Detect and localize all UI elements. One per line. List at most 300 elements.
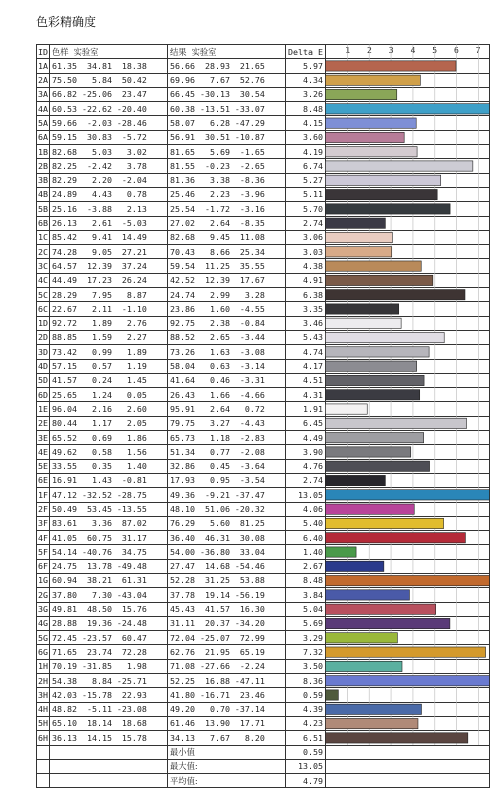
row-delta: 4.38 <box>286 259 326 273</box>
row-sample-lab: 80.44 1.17 2.05 <box>50 416 168 430</box>
row-delta: 8.36 <box>286 674 326 688</box>
row-sample-lab: 28.88 19.36 -24.48 <box>50 616 168 630</box>
row-sample-lab: 71.65 23.74 72.28 <box>50 645 168 659</box>
row-result-lab: 31.11 20.37 -34.20 <box>168 616 286 630</box>
row-id: 1B <box>37 145 50 159</box>
row-sample-lab: 65.10 18.14 18.68 <box>50 716 168 730</box>
row-result-lab: 65.73 1.18 -2.83 <box>168 431 286 445</box>
footer-blank <box>37 759 50 773</box>
row-result-lab: 56.66 28.93 21.65 <box>168 59 286 73</box>
row-sample-lab: 48.82 -5.11 -23.08 <box>50 702 168 716</box>
row-id: 5D <box>37 373 50 387</box>
row-id: 6F <box>37 559 50 573</box>
row-result-lab: 70.43 8.66 25.34 <box>168 245 286 259</box>
row-bar-cell <box>325 445 489 459</box>
row-delta: 5.43 <box>286 330 326 344</box>
table-row <box>37 688 490 702</box>
row-bar-cell <box>325 645 489 659</box>
table-row <box>37 602 490 616</box>
row-result-lab: 58.07 6.28 -47.29 <box>168 116 286 130</box>
row-bar-cell <box>325 416 489 430</box>
table-row <box>37 645 490 659</box>
row-id: 6E <box>37 473 50 487</box>
row-bar-cell <box>325 102 489 116</box>
table-row <box>37 330 490 344</box>
row-delta: 3.35 <box>286 302 326 316</box>
row-delta: 1.91 <box>286 402 326 416</box>
row-sample-lab: 75.50 5.84 50.42 <box>50 73 168 87</box>
row-id: 3D <box>37 345 50 359</box>
row-result-lab: 88.52 2.65 -3.44 <box>168 330 286 344</box>
footer-value: 0.59 <box>286 745 326 759</box>
row-id: 4A <box>37 102 50 116</box>
row-bar-cell <box>325 573 489 587</box>
row-id: 4E <box>37 445 50 459</box>
row-id: 5E <box>37 459 50 473</box>
row-result-lab: 61.46 13.90 17.71 <box>168 716 286 730</box>
row-delta: 0.59 <box>286 688 326 702</box>
table-row <box>37 359 490 373</box>
row-bar-cell <box>325 559 489 573</box>
table-row <box>37 445 490 459</box>
row-id: 1A <box>37 59 50 73</box>
row-sample-lab: 36.13 14.15 15.78 <box>50 731 168 745</box>
row-sample-lab: 24.89 4.43 0.78 <box>50 187 168 201</box>
row-result-lab: 71.08 -27.66 -2.24 <box>168 659 286 673</box>
row-sample-lab: 65.52 0.69 1.86 <box>50 431 168 445</box>
table-row <box>37 87 490 101</box>
table-row <box>37 502 490 516</box>
row-sample-lab: 82.25 -2.42 3.78 <box>50 159 168 173</box>
row-delta: 4.15 <box>286 116 326 130</box>
row-delta: 4.06 <box>286 502 326 516</box>
row-bar-cell <box>325 402 489 416</box>
row-result-lab: 36.40 46.31 30.08 <box>168 531 286 545</box>
row-sample-lab: 72.45 -23.57 60.47 <box>50 631 168 645</box>
row-result-lab: 69.96 7.67 52.76 <box>168 73 286 87</box>
header-row <box>37 45 490 59</box>
row-bar-cell <box>325 431 489 445</box>
row-bar-cell <box>325 731 489 745</box>
table-row <box>37 559 490 573</box>
row-bar-cell <box>325 187 489 201</box>
row-id: 1G <box>37 573 50 587</box>
row-result-lab: 52.25 16.88 -47.11 <box>168 674 286 688</box>
table-row <box>37 230 490 244</box>
row-result-lab: 81.65 5.69 -1.65 <box>168 145 286 159</box>
row-bar-cell <box>325 473 489 487</box>
row-sample-lab: 16.91 1.43 -0.81 <box>50 473 168 487</box>
row-delta: 4.31 <box>286 388 326 402</box>
row-sample-lab: 60.53 -22.62 -20.40 <box>50 102 168 116</box>
row-result-lab: 59.54 11.25 35.55 <box>168 259 286 273</box>
row-sample-lab: 82.68 5.03 3.02 <box>50 145 168 159</box>
table-row <box>37 130 490 144</box>
row-result-lab: 27.02 2.64 -8.35 <box>168 216 286 230</box>
footer-row <box>37 774 490 788</box>
table-row <box>37 273 490 287</box>
row-id: 4B <box>37 187 50 201</box>
row-id: 2F <box>37 502 50 516</box>
row-id: 1D <box>37 316 50 330</box>
row-bar-cell <box>325 130 489 144</box>
row-sample-lab: 28.29 7.95 8.87 <box>50 288 168 302</box>
row-bar-cell <box>325 459 489 473</box>
table-row <box>37 416 490 430</box>
row-delta: 3.46 <box>286 316 326 330</box>
row-delta: 3.60 <box>286 130 326 144</box>
row-bar-cell <box>325 216 489 230</box>
row-result-lab: 66.45 -30.13 30.54 <box>168 87 286 101</box>
row-result-lab: 73.26 1.63 -3.08 <box>168 345 286 359</box>
row-sample-lab: 64.57 12.39 37.24 <box>50 259 168 273</box>
row-id: 6C <box>37 302 50 316</box>
row-sample-lab: 25.16 -3.88 2.13 <box>50 202 168 216</box>
row-delta: 5.11 <box>286 187 326 201</box>
row-sample-lab: 57.15 0.57 1.19 <box>50 359 168 373</box>
row-delta: 3.26 <box>286 87 326 101</box>
table-row <box>37 459 490 473</box>
row-bar-cell <box>325 202 489 216</box>
row-result-lab: 17.93 0.95 -3.54 <box>168 473 286 487</box>
footer-blank <box>37 774 50 788</box>
row-bar-cell <box>325 602 489 616</box>
row-delta: 4.51 <box>286 373 326 387</box>
tick-label: 6 <box>453 46 459 55</box>
table-row <box>37 345 490 359</box>
table-row <box>37 59 490 73</box>
row-result-lab: 25.46 2.23 -3.96 <box>168 187 286 201</box>
footer-label: 最大值: <box>168 759 286 773</box>
row-result-lab: 60.38 -13.51 -33.07 <box>168 102 286 116</box>
row-result-lab: 41.64 0.46 -3.31 <box>168 373 286 387</box>
table-row <box>37 659 490 673</box>
table-row <box>37 674 490 688</box>
row-sample-lab: 49.62 0.58 1.56 <box>50 445 168 459</box>
table-row <box>37 588 490 602</box>
row-sample-lab: 96.04 2.16 2.60 <box>50 402 168 416</box>
table-row <box>37 159 490 173</box>
footer-value: 13.05 <box>286 759 326 773</box>
row-delta: 5.69 <box>286 616 326 630</box>
row-result-lab: 51.34 0.77 -2.08 <box>168 445 286 459</box>
row-sample-lab: 61.35 34.81 18.38 <box>50 59 168 73</box>
row-sample-lab: 73.42 0.99 1.89 <box>50 345 168 359</box>
footer-blank <box>50 745 168 759</box>
row-sample-lab: 59.66 -2.03 -28.46 <box>50 116 168 130</box>
footer-blank <box>50 774 168 788</box>
header-id: ID <box>37 45 50 59</box>
row-id: 4H <box>37 702 50 716</box>
footer-blank <box>325 759 489 773</box>
row-sample-lab: 41.57 0.24 1.45 <box>50 373 168 387</box>
row-delta: 3.03 <box>286 245 326 259</box>
row-bar-cell <box>325 659 489 673</box>
row-result-lab: 76.29 5.60 81.25 <box>168 516 286 530</box>
row-result-lab: 34.13 7.67 8.20 <box>168 731 286 745</box>
row-delta: 5.04 <box>286 602 326 616</box>
footer-label: 最小值 <box>168 745 286 759</box>
row-delta: 4.39 <box>286 702 326 716</box>
row-id: 4F <box>37 531 50 545</box>
row-id: 3C <box>37 259 50 273</box>
row-sample-lab: 50.49 53.45 -13.55 <box>50 502 168 516</box>
header-delta: Delta E <box>286 45 326 59</box>
row-bar-cell <box>325 173 489 187</box>
row-result-lab: 42.52 12.39 17.67 <box>168 273 286 287</box>
row-id: 3B <box>37 173 50 187</box>
tick-label: 1 <box>345 46 351 55</box>
header-sample: 色样 实验室 <box>50 45 168 59</box>
row-delta: 3.84 <box>286 588 326 602</box>
table-row <box>37 302 490 316</box>
row-result-lab: 45.43 41.57 16.30 <box>168 602 286 616</box>
table-row <box>37 202 490 216</box>
row-result-lab: 82.68 9.45 11.08 <box>168 230 286 244</box>
row-id: 3F <box>37 516 50 530</box>
table-row <box>37 316 490 330</box>
table-row <box>37 373 490 387</box>
row-delta: 8.48 <box>286 102 326 116</box>
row-sample-lab: 54.14 -40.76 34.75 <box>50 545 168 559</box>
row-result-lab: 72.04 -25.07 72.99 <box>168 631 286 645</box>
row-bar-cell <box>325 259 489 273</box>
row-sample-lab: 44.49 17.23 26.24 <box>50 273 168 287</box>
table-row <box>37 573 490 587</box>
row-bar-cell <box>325 73 489 87</box>
row-id: 5G <box>37 631 50 645</box>
row-result-lab: 27.47 14.68 -54.46 <box>168 559 286 573</box>
row-sample-lab: 74.28 9.05 27.21 <box>50 245 168 259</box>
tick-label: 4 <box>410 46 416 55</box>
table-row <box>37 631 490 645</box>
row-result-lab: 92.75 2.38 -0.84 <box>168 316 286 330</box>
row-id: 5H <box>37 716 50 730</box>
footer-value: 4.79 <box>286 774 326 788</box>
row-delta: 4.23 <box>286 716 326 730</box>
row-delta: 2.74 <box>286 473 326 487</box>
table-row <box>37 73 490 87</box>
row-id: 2D <box>37 330 50 344</box>
table-row <box>37 187 490 201</box>
tick-label: 7 <box>475 46 481 55</box>
row-id: 2G <box>37 588 50 602</box>
footer-row <box>37 759 490 773</box>
row-id: 5C <box>37 288 50 302</box>
row-delta: 7.32 <box>286 645 326 659</box>
row-sample-lab: 92.72 1.89 2.76 <box>50 316 168 330</box>
row-delta: 5.70 <box>286 202 326 216</box>
row-result-lab: 41.80 -16.71 23.46 <box>168 688 286 702</box>
footer-blank <box>50 759 168 773</box>
row-delta: 6.74 <box>286 159 326 173</box>
row-sample-lab: 26.13 2.61 -5.03 <box>50 216 168 230</box>
row-delta: 4.19 <box>286 145 326 159</box>
row-delta: 8.48 <box>286 573 326 587</box>
row-bar-cell <box>325 502 489 516</box>
row-id: 6G <box>37 645 50 659</box>
row-delta: 4.74 <box>286 345 326 359</box>
row-id: 3H <box>37 688 50 702</box>
row-bar-cell <box>325 616 489 630</box>
row-bar-cell <box>325 316 489 330</box>
row-bar-cell <box>325 145 489 159</box>
row-delta: 3.06 <box>286 230 326 244</box>
row-result-lab: 24.74 2.99 3.28 <box>168 288 286 302</box>
row-delta: 5.97 <box>286 59 326 73</box>
row-result-lab: 52.28 31.25 53.88 <box>168 573 286 587</box>
row-bar-cell <box>325 674 489 688</box>
footer-blank <box>325 774 489 788</box>
table-row <box>37 102 490 116</box>
row-id: 6H <box>37 731 50 745</box>
table-row <box>37 488 490 502</box>
row-bar-cell <box>325 273 489 287</box>
row-id: 4G <box>37 616 50 630</box>
table-row <box>37 516 490 530</box>
table-row <box>37 245 490 259</box>
table-row <box>37 731 490 745</box>
row-bar-cell <box>325 702 489 716</box>
row-result-lab: 56.91 30.51 -10.87 <box>168 130 286 144</box>
row-result-lab: 95.91 2.64 0.72 <box>168 402 286 416</box>
row-id: 1C <box>37 230 50 244</box>
table-row <box>37 173 490 187</box>
row-sample-lab: 42.03 -15.78 22.93 <box>50 688 168 702</box>
row-bar-cell <box>325 230 489 244</box>
row-id: 1E <box>37 402 50 416</box>
row-result-lab: 26.43 1.66 -4.66 <box>168 388 286 402</box>
row-id: 3G <box>37 602 50 616</box>
row-bar-cell <box>325 116 489 130</box>
row-sample-lab: 88.85 1.59 2.27 <box>50 330 168 344</box>
table-row <box>37 288 490 302</box>
row-bar-cell <box>325 330 489 344</box>
row-result-lab: 58.04 0.63 -3.14 <box>168 359 286 373</box>
row-sample-lab: 59.15 30.83 -5.72 <box>50 130 168 144</box>
row-id: 6B <box>37 216 50 230</box>
footer-blank <box>37 745 50 759</box>
row-sample-lab: 33.55 0.35 1.40 <box>50 459 168 473</box>
chart-title: 色彩精确度 <box>36 15 97 29</box>
footer-row <box>37 745 490 759</box>
row-id: 4C <box>37 273 50 287</box>
table-row <box>37 616 490 630</box>
row-sample-lab: 70.19 -31.85 1.98 <box>50 659 168 673</box>
footer-label: 平均值: <box>168 774 286 788</box>
row-result-lab: 25.54 -1.72 -3.16 <box>168 202 286 216</box>
row-bar-cell <box>325 159 489 173</box>
header-result: 结果 实验室 <box>168 45 286 59</box>
table-row <box>37 473 490 487</box>
row-bar-cell <box>325 302 489 316</box>
row-delta: 3.50 <box>286 659 326 673</box>
row-delta: 4.34 <box>286 73 326 87</box>
row-bar-cell <box>325 545 489 559</box>
row-delta: 6.40 <box>286 531 326 545</box>
row-sample-lab: 66.82 -25.06 23.47 <box>50 87 168 101</box>
header-scale <box>325 45 489 59</box>
row-sample-lab: 47.12 -32.52 -28.75 <box>50 488 168 502</box>
row-result-lab: 49.20 0.70 -37.14 <box>168 702 286 716</box>
row-delta: 4.91 <box>286 273 326 287</box>
row-delta: 13.05 <box>286 488 326 502</box>
row-sample-lab: 37.80 7.30 -43.04 <box>50 588 168 602</box>
row-result-lab: 79.75 3.27 -4.43 <box>168 416 286 430</box>
tick-label: 3 <box>388 46 394 55</box>
row-id: 6A <box>37 130 50 144</box>
row-delta: 4.76 <box>286 459 326 473</box>
row-id: 2H <box>37 674 50 688</box>
row-id: 3A <box>37 87 50 101</box>
row-bar-cell <box>325 87 489 101</box>
table-row <box>37 388 490 402</box>
row-bar-cell <box>325 345 489 359</box>
row-id: 5B <box>37 202 50 216</box>
row-bar-cell <box>325 59 489 73</box>
row-id: 6D <box>37 388 50 402</box>
row-bar-cell <box>325 531 489 545</box>
row-bar-cell <box>325 516 489 530</box>
row-id: 5F <box>37 545 50 559</box>
row-delta: 5.40 <box>286 516 326 530</box>
row-delta: 4.17 <box>286 359 326 373</box>
row-bar-cell <box>325 288 489 302</box>
row-delta: 1.40 <box>286 545 326 559</box>
row-sample-lab: 41.05 60.75 31.17 <box>50 531 168 545</box>
row-result-lab: 81.55 -0.23 -2.65 <box>168 159 286 173</box>
row-bar-cell <box>325 488 489 502</box>
row-delta: 2.67 <box>286 559 326 573</box>
row-sample-lab: 83.61 3.36 87.02 <box>50 516 168 530</box>
table-row <box>37 702 490 716</box>
tick-label: 5 <box>432 46 438 55</box>
row-result-lab: 32.86 0.45 -3.64 <box>168 459 286 473</box>
row-delta: 4.49 <box>286 431 326 445</box>
row-id: 2B <box>37 159 50 173</box>
row-bar-cell <box>325 631 489 645</box>
row-bar-cell <box>325 716 489 730</box>
row-id: 2C <box>37 245 50 259</box>
row-id: 3E <box>37 431 50 445</box>
row-result-lab: 23.86 1.60 -4.55 <box>168 302 286 316</box>
row-id: 5A <box>37 116 50 130</box>
row-bar-cell <box>325 245 489 259</box>
table-row <box>37 531 490 545</box>
row-sample-lab: 22.67 2.11 -1.10 <box>50 302 168 316</box>
row-sample-lab: 82.29 2.20 -2.04 <box>50 173 168 187</box>
row-id: 1H <box>37 659 50 673</box>
table-row <box>37 402 490 416</box>
row-result-lab: 62.76 21.95 65.19 <box>168 645 286 659</box>
row-sample-lab: 24.75 13.78 -49.48 <box>50 559 168 573</box>
row-bar-cell <box>325 588 489 602</box>
row-sample-lab: 49.81 48.50 15.76 <box>50 602 168 616</box>
row-delta: 6.38 <box>286 288 326 302</box>
row-result-lab: 54.00 -36.80 33.04 <box>168 545 286 559</box>
row-sample-lab: 85.42 9.41 14.49 <box>50 230 168 244</box>
row-delta: 6.45 <box>286 416 326 430</box>
row-bar-cell <box>325 373 489 387</box>
row-result-lab: 49.36 -9.21 -37.47 <box>168 488 286 502</box>
row-bar-cell <box>325 388 489 402</box>
row-bar-cell <box>325 688 489 702</box>
table-row <box>37 716 490 730</box>
row-result-lab: 81.36 3.38 -8.36 <box>168 173 286 187</box>
row-id: 4D <box>37 359 50 373</box>
row-id: 1F <box>37 488 50 502</box>
table-row <box>37 259 490 273</box>
